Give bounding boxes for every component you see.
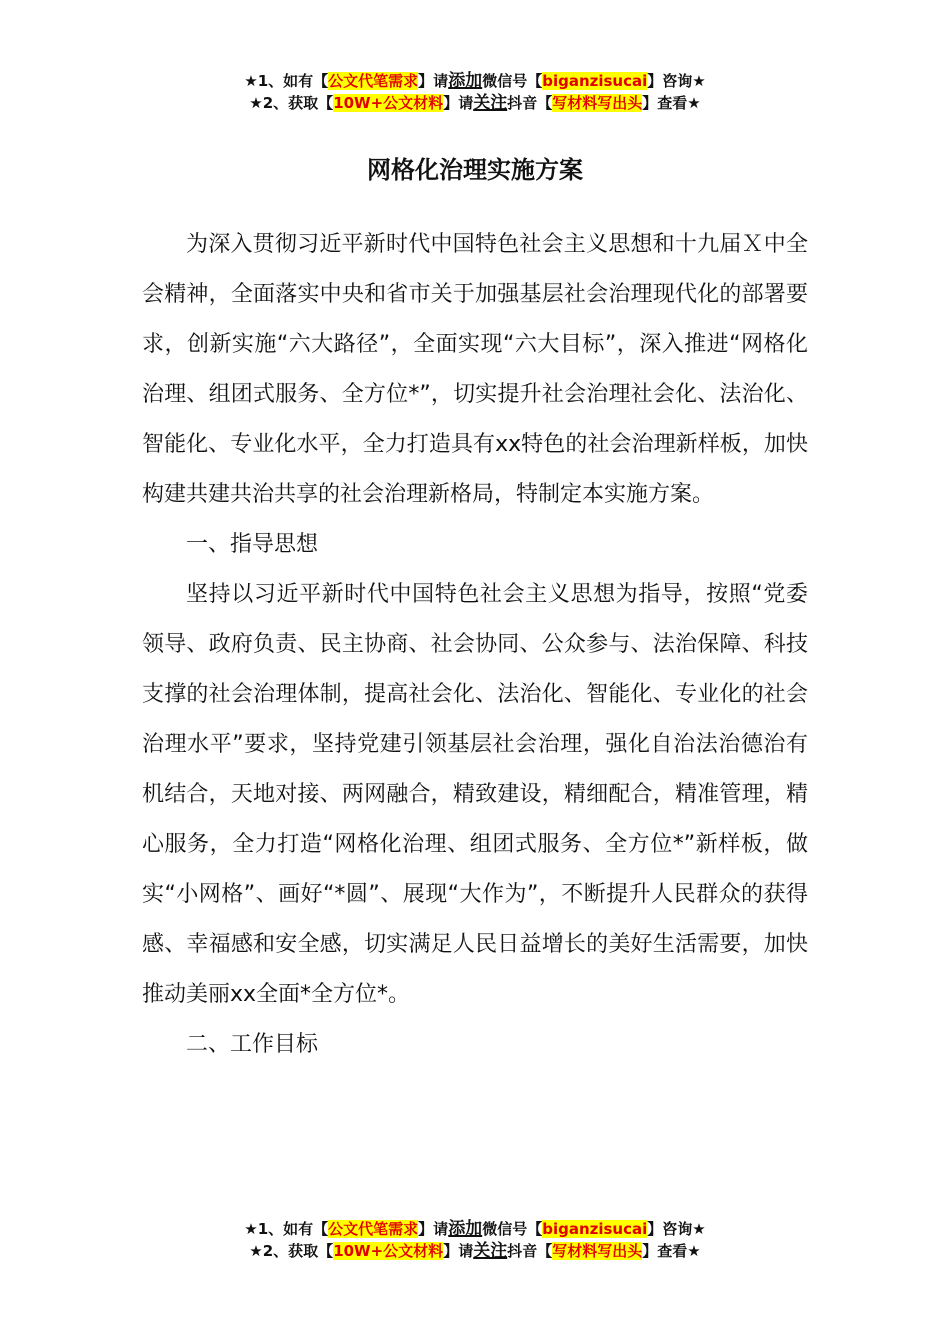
banner-text: 】咨询★ [647, 72, 706, 90]
banner-text: ★1、如有【 [244, 1220, 329, 1238]
banner-highlight: biganzisucai [542, 72, 648, 90]
document-title: 网格化治理实施方案 [367, 156, 583, 184]
banner-text: ★2、获取【 [249, 94, 334, 112]
section-heading-guiding-thought: 一、指导思想 [186, 532, 319, 557]
banner-text: 】查看★ [642, 1242, 701, 1260]
banner-text: 】请 [418, 1220, 449, 1238]
banner-underlined: 关注 [473, 93, 508, 113]
banner-text: ★2、获取【 [249, 1242, 334, 1260]
banner-highlight: 10W+公文材料 [333, 94, 444, 112]
banner-text: ★1、如有【 [244, 72, 329, 90]
section-heading-work-goals: 二、工作目标 [186, 1032, 319, 1057]
banner-text: 微信号【 [482, 1220, 543, 1238]
guiding-thought-paragraph: 坚持以习近平新时代中国特色社会主义思想为指导，按照“党委领导、政府负责、民主协商、社会协同、公众参与、法治保障、科技支撑的社会治理体制，提高社会化、法治化、智能化、专业化的社会治理水平”要求，坚持党建引领基层社会治理，强化自治法治德治有机结合，天地对接、两网融合，精致建设，精细配合，精准管理，精心服务，全力打造“网格化治理、组团式服务、全方位*”新样板，做实“小网格”、画好“*圆”、展现“大作为”，不断提升人民群众的获得感、幸福感和安全感，切实满足人民日益增长的美好生活需要，加快推动美丽xx全面*全方位*。 [142, 582, 808, 1007]
banner-text: 微信号【 [482, 72, 543, 90]
intro-paragraph: 为深入贯彻习近平新时代中国特色社会主义思想和十九届Ｘ中全会精神，全面落实中央和省市关于加强基层社会治理现代化的部署要求，创新实施“六大路径”，全面实现“六大目标”，深入推进“网格化治理、组团式服务、全方位*”，切实提升社会治理社会化、法治化、智能化、专业化水平，全力打造具有xx特色的社会治理新样板，加快构建共建共治共享的社会治理新格局，特制定本实施方案。 [142, 232, 808, 507]
banner-highlight: 写材料写出头 [552, 94, 643, 112]
header-banner [0, 70, 950, 114]
banner-line-1 [0, 1218, 950, 1240]
banner-highlight: 写材料写出头 [552, 1242, 643, 1260]
footer-banner [0, 1218, 950, 1262]
banner-text: 】请 [443, 94, 474, 112]
banner-highlight: 10W+公文材料 [333, 1242, 444, 1260]
banner-text: 】请 [443, 1242, 474, 1260]
banner-line-2 [0, 1240, 950, 1262]
banner-line-2 [0, 92, 950, 114]
banner-underlined: 关注 [473, 1241, 508, 1261]
document-body [142, 220, 808, 1070]
banner-underlined: 添加 [448, 71, 483, 91]
banner-text: 】请 [418, 72, 449, 90]
banner-highlight: 公文代笔需求 [328, 1220, 419, 1238]
banner-text: 抖音【 [507, 94, 553, 112]
banner-highlight: biganzisucai [542, 1220, 648, 1238]
banner-text: 抖音【 [507, 1242, 553, 1260]
banner-underlined: 添加 [448, 1219, 483, 1239]
banner-text: 】查看★ [642, 94, 701, 112]
banner-highlight: 公文代笔需求 [328, 72, 419, 90]
banner-text: 】咨询★ [647, 1220, 706, 1238]
banner-line-1 [0, 70, 950, 92]
